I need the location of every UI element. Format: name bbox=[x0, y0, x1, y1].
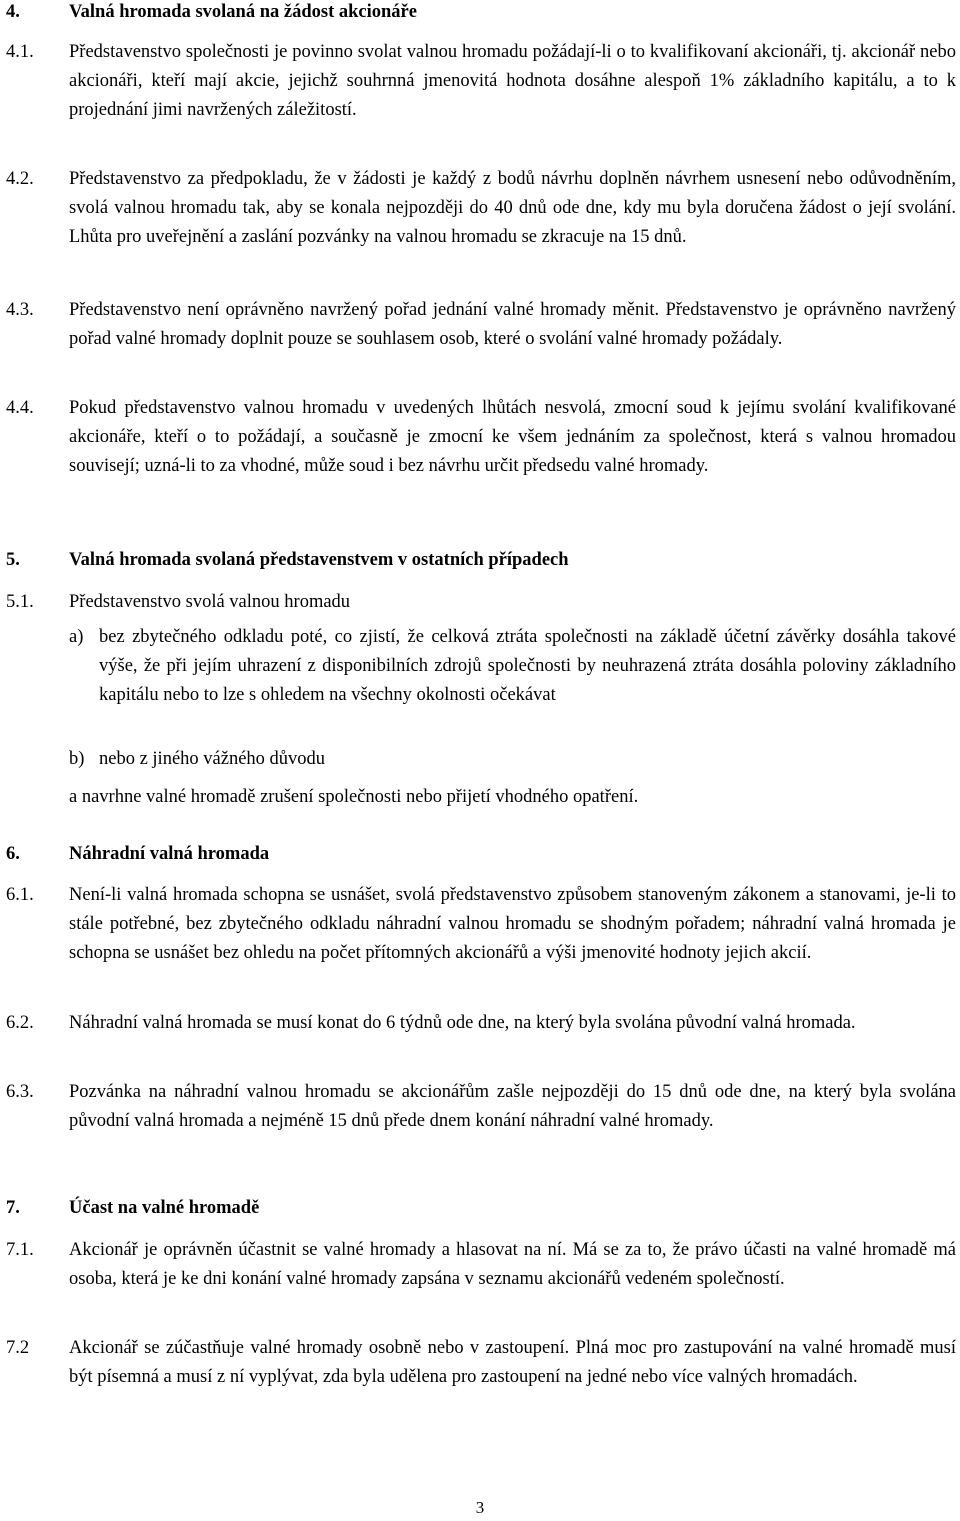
section-number: 4. bbox=[6, 2, 20, 22]
paragraph-text: Představenstvo za předpokladu, že v žádosti je každý z bodů návrhu doplněn návrhem usnesení nebo odůvodněním, svolá valnou hromadu tak, aby se konala nejpozději do 40 dnů ode dne, kdy mu byla doručena žádost o její svolání. Lhůta pro uveřejnění a zaslání pozvánky na valnou hromadu se zkracuje na 15 dnů. bbox=[69, 169, 956, 247]
list-item-label: a) bbox=[69, 627, 84, 647]
paragraph-number: 4.1. bbox=[6, 42, 34, 62]
paragraph-7-2 bbox=[6, 1334, 956, 1392]
section-heading-6 bbox=[6, 840, 956, 869]
paragraph-text: Není-li valná hromada schopna se usnášet, svolá představenstvo způsobem stanoveným zákonem a stanovami, je-li to stále potřebné, bez zbytečného odkladu náhradní valnou hromadu se shodným pořadem; náhradní valná hromada je schopna se usnášet bez ohledu na počet přítomných akcionářů a výši jmenovité hodnoty jejich akcií. bbox=[69, 885, 956, 963]
paragraph-6-1 bbox=[6, 881, 956, 968]
section-title: Účast na valné hromadě bbox=[69, 1198, 260, 1218]
paragraph-number: 6.2. bbox=[6, 1013, 34, 1033]
list-item-text: nebo z jiného vážného důvodu bbox=[99, 749, 326, 769]
list-item-a bbox=[69, 623, 956, 710]
paragraph-number: 6.3. bbox=[6, 1082, 34, 1102]
section-title: Náhradní valná hromada bbox=[69, 844, 270, 864]
paragraph-number: 7.2 bbox=[6, 1338, 30, 1358]
paragraph-4-3 bbox=[6, 296, 956, 354]
paragraph-number: 5.1. bbox=[6, 592, 34, 612]
paragraph-number: 7.1. bbox=[6, 1240, 34, 1260]
paragraph-number: 4.3. bbox=[6, 300, 34, 320]
paragraph-text: Akcionář je oprávněn účastnit se valné hromady a hlasovat na ní. Má se za to, že právo účasti na valné hromadě má osoba, která je ke dni konání valné hromady zapsána v seznamu akcionářů vedeném společností. bbox=[69, 1240, 956, 1289]
list-item-label: b) bbox=[69, 749, 85, 769]
section-number: 7. bbox=[6, 1198, 20, 1218]
section-heading-7 bbox=[6, 1194, 956, 1223]
paragraph-number: 6.1. bbox=[6, 885, 34, 905]
section-number: 5. bbox=[6, 550, 20, 570]
paragraph-text: Akcionář se zúčastňuje valné hromady osobně nebo v zastoupení. Plná moc pro zastupování na valné hromadě musí být písemná a musí z ní vyplývat, zda byla udělena pro zastoupení na jedné nebo více valných hromadách. bbox=[69, 1338, 956, 1387]
paragraph-5-tail: a navrhne valné hromadě zrušení společnosti nebo přijetí vhodného opatření. bbox=[69, 787, 639, 807]
paragraph-text: Pokud představenstvo valnou hromadu v uvedených lhůtách nesvolá, zmocní soud k jejímu svolání kvalifikované akcionáře, kteří o to požádají, a současně je zmocní ke všem jednáním za společnost, která s valnou hromadou souvisejí; uzná-li to za vhodné, může soud i bez návrhu určit předsedu valné hromady. bbox=[69, 398, 956, 476]
paragraph-6-3 bbox=[6, 1078, 956, 1136]
section-number: 6. bbox=[6, 844, 20, 864]
list-item-b bbox=[69, 745, 956, 774]
paragraph-4-2 bbox=[6, 165, 956, 252]
page-number: 3 bbox=[475, 1498, 485, 1517]
list-item-text: bez zbytečného odkladu poté, co zjistí, že celková ztráta společnosti na základě účetní závěrky dosáhla takové výše, že při jejím uhrazení z disponibilních zdrojů společnosti by neuhrazená ztráta dosáhla poloviny základního kapitálu nebo to lze s ohledem na všechny okolnosti očekávat bbox=[99, 627, 956, 705]
paragraph-4-1 bbox=[6, 38, 956, 125]
section-title: Valná hromada svolaná představenstvem v ostatních případech bbox=[69, 550, 569, 570]
paragraph-7-1 bbox=[6, 1236, 956, 1294]
paragraph-4-4 bbox=[6, 394, 956, 481]
paragraph-5-1 bbox=[6, 588, 956, 617]
paragraph-text: Pozvánka na náhradní valnou hromadu se akcionářům zašle nejpozději do 15 dnů ode dne, na který byla svolána původní valná hromada a nejméně 15 dnů přede dnem konání náhradní valné hromady. bbox=[69, 1082, 956, 1131]
paragraph-text: Představenstvo svolá valnou hromadu bbox=[69, 592, 351, 612]
paragraph-text: Představenstvo není oprávněno navržený pořad jednání valné hromady měnit. Představenstvo je oprávněno navržený pořad valné hromady doplnit pouze se souhlasem osob, které o svolání valné hromady požádaly. bbox=[69, 300, 956, 349]
paragraph-number: 4.4. bbox=[6, 398, 34, 418]
section-title: Valná hromada svolaná na žádost akcionáře bbox=[69, 2, 417, 22]
paragraph-text: Představenstvo společnosti je povinno svolat valnou hromadu požádají-li o to kvalifikovaní akcionáři, tj. akcionář nebo akcionáři, kteří mají akcie, jejichž souhrnná jmenovitá hodnota dosáhne alespoň 1% základního kapitálu, a to k projednání jimi navržených záležitostí. bbox=[69, 42, 956, 120]
paragraph-6-2 bbox=[6, 1009, 956, 1038]
section-heading-5 bbox=[6, 546, 956, 575]
section-heading-4 bbox=[6, 0, 956, 27]
paragraph-text: Náhradní valná hromada se musí konat do 6 týdnů ode dne, na který byla svolána původní valná hromada. bbox=[69, 1013, 856, 1033]
paragraph-number: 4.2. bbox=[6, 169, 34, 189]
